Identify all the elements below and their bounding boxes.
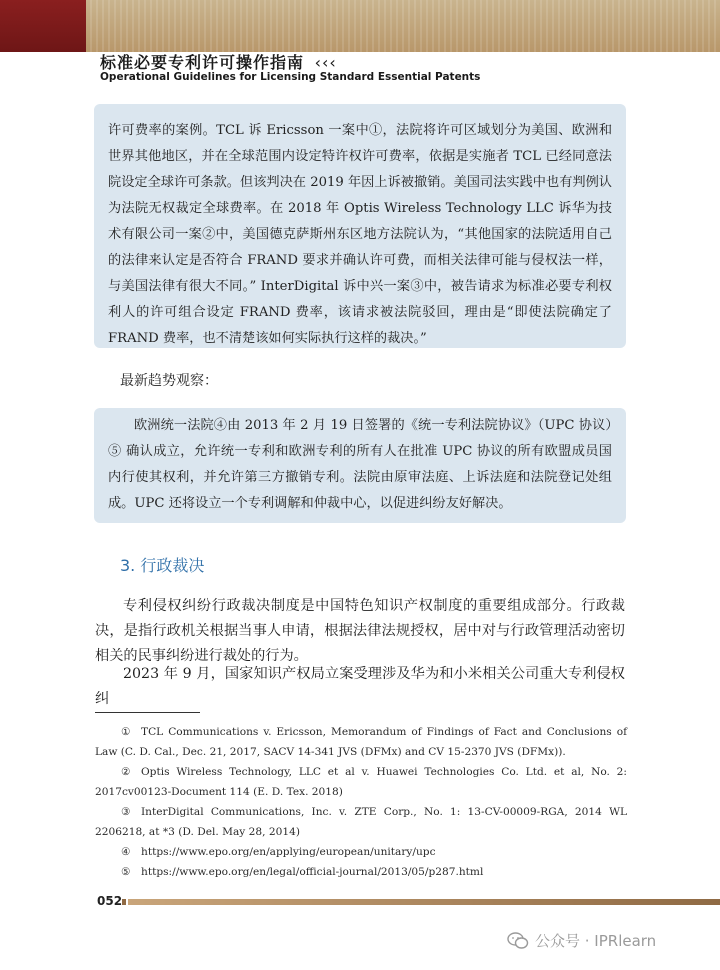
running-title-mark: ‹‹‹ bbox=[314, 53, 337, 72]
footnote-text: Optis Wireless Technology, LLC et al v. Huawei Technologies Co. Ltd. et al, No. 2: 2017cv00123-Document 114 (E. D. Tex. 2018) bbox=[95, 766, 627, 798]
footnotes bbox=[95, 722, 627, 882]
footnote-link[interactable]: https://www.epo.org/en/legal/official-journal/2013/05/p287.html bbox=[141, 866, 484, 878]
footnote-item bbox=[95, 842, 627, 862]
footer-bar bbox=[128, 899, 720, 905]
footnote-number: ④ bbox=[121, 846, 131, 858]
running-title-cn bbox=[100, 50, 337, 73]
body-paragraph-1: 专利侵权纠纷行政裁决制度是中国特色知识产权制度的重要组成部分。行政裁决，是指行政机关根据当事人申请，根据法律法规授权，居中对与行政管理活动密切相关的民事纠纷进行裁处的行为。 bbox=[95, 598, 625, 664]
footnote-item bbox=[95, 762, 627, 802]
footnote-link[interactable]: https://www.epo.org/en/applying/european/unitary/upc bbox=[141, 846, 436, 858]
footnote-number: ① bbox=[121, 726, 131, 738]
footnote-item bbox=[95, 802, 627, 842]
running-title-cn-text: 标准必要专利许可操作指南 bbox=[100, 53, 305, 72]
footnote-number: ⑤ bbox=[121, 866, 131, 878]
footnote-number: ③ bbox=[121, 806, 131, 818]
watermark-text: 公众号 · IPRlearn bbox=[535, 932, 657, 950]
footnote-text: InterDigital Communications, Inc. v. ZTE Corp., No. 1: 13-CV-00009-RGA, 2014 WL 2206218, at *3 (D. Del. May 28, 2014) bbox=[95, 806, 627, 838]
page-number: 052 bbox=[97, 894, 123, 908]
watermark bbox=[507, 930, 656, 951]
footnote-item bbox=[95, 862, 627, 882]
upc-note-box bbox=[94, 408, 626, 523]
section-heading: 3. 行政裁决 bbox=[120, 556, 205, 575]
trend-heading: 最新趋势观察： bbox=[120, 373, 218, 389]
header-texture bbox=[0, 0, 720, 52]
body-paragraph-2: 2023 年 9 月，国家知识产权局立案受理涉及华为和小米相关公司重大专利侵权纠 bbox=[95, 666, 625, 707]
footnote-divider bbox=[95, 712, 200, 713]
wechat-icon bbox=[507, 932, 529, 950]
footnote-text: TCL Communications v. Ericsson, Memorandum of Findings of Fact and Conclusions of Law (C. D. Cal., Dec. 21, 2017, SACV 14-341 JVS (DFMx) and CV 15-2370 JVS (DFMx)). bbox=[95, 726, 627, 758]
footer-dot bbox=[122, 899, 126, 905]
footnote-number: ② bbox=[121, 766, 131, 778]
header-accent-block bbox=[0, 0, 86, 52]
case-note-text: 许可费率的案例。TCL 诉 Ericsson 一案中①，法院将许可区域划分为美国、欧洲和世界其他地区，并在全球范围内设定特许权许可费率，依据是实施者 TCL 已经同意法院设定全球许可条款。但该判决在 2019 年因上诉被撤销。美国司法实践中也有判例认为法院无权裁定全球费率。在 2018 年 Optis Wireless Technology LLC 诉华为技术有限公司一案②中，美国德克萨斯州东区地方法院认为，“其他国家的法院适用自己的法律来认定是否符合 FRAND 要求并确认许可费，而相关法律可能与侵权法一样，与美国法律有很大不同。” InterDigital 诉中兴一案③中，被告请求为标准必要专利权利人的许可组合设定 FRAND 费率，该请求被法院驳回，理由是“即使法院确定了 FRAND 费率，也不清楚该如何实际执行这样的裁决。” bbox=[108, 123, 612, 346]
running-title-en: Operational Guidelines for Licensing Standard Essential Patents bbox=[100, 71, 481, 83]
footnote-item bbox=[95, 722, 627, 762]
case-note-box bbox=[94, 104, 626, 348]
upc-note-text: 欧洲统一法院④由 2013 年 2 月 19 日签署的《统一专利法院协议》（UPC 协议）⑤ 确认成立，允许统一专利和欧洲专利的所有人在批准 UPC 协议的所有欧盟成员国内行使其权利，并允许第三方撤销专利。法院由原审法庭、上诉法庭和法院登记处组成。UPC 还将设立一个专利调解和仲裁中心，以促进纠纷友好解决。 bbox=[108, 418, 612, 511]
